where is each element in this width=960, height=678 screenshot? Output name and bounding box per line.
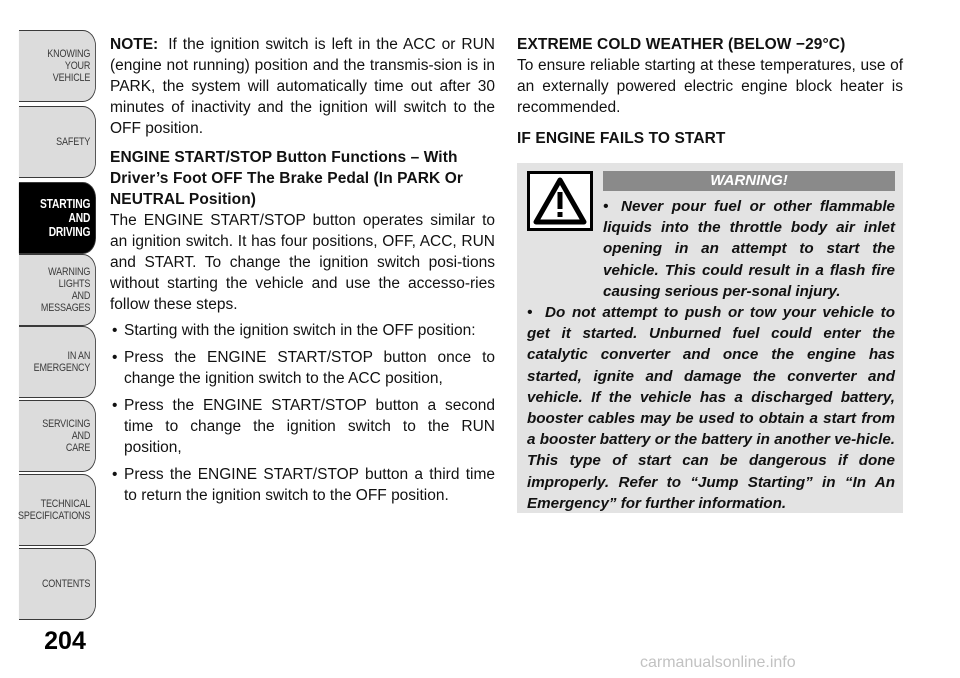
list-item: • Starting with the ignition switch in the OFF position: [110,320,495,341]
tab-warning-lights-and-messages[interactable] [19,254,96,326]
tab-safety[interactable] [19,106,96,178]
section-heading-extreme-cold: EXTREME COLD WEATHER (BELOW −29°C) [517,36,846,53]
page-number: 204 [44,627,86,655]
list-item: • Press the ENGINE START/STOP button once to change the ignition switch to the ACC position, [110,347,495,389]
tab-label-line: CARE [65,442,91,454]
tab-label-line: YOUR [64,60,91,72]
tab-label-line: AND [71,290,91,302]
warning-box [517,163,903,513]
tab-label-line: SERVICING [42,418,91,430]
warning-item [527,302,895,514]
tab-label-line: DRIVING [48,225,91,239]
tab-label-line: TECHNICAL [40,498,91,510]
right-column [517,34,903,513]
tab-in-an-emergency[interactable] [19,326,96,398]
cold-weather-body: To ensure reliable starting at these temperatures, use of an externally powered electric engine block heater is recommended. [517,57,903,116]
tab-label-line: STARTING [39,197,91,211]
tab-label-line: SAFETY [56,136,91,148]
bullet-icon: • [527,304,533,322]
tab-label-line: VEHICLE [52,72,91,84]
note-paragraph [110,34,495,139]
list-item: • Press the ENGINE START/STOP button a third time to return the ignition switch to the OFF position. [110,464,495,506]
note-label: NOTE: [110,36,159,53]
tab-knowing-your-vehicle[interactable] [19,30,96,102]
left-column [110,34,495,512]
section-heading-engine-fails: IF ENGINE FAILS TO START [517,130,726,147]
tab-contents[interactable] [19,548,96,620]
tab-label-line: IN AN [67,350,91,362]
warning-banner: WARNING! [603,171,895,191]
section-heading-start-stop: ENGINE START/STOP Button Functions – With Driver’s Foot OFF The Brake Pedal (In PARK Or NEUTRAL Position) [110,149,464,208]
warning-triangle-icon [527,171,593,231]
warning-item-text: Never pour fuel or other flammable liquids into the throttle body air inlet opening in an attempt to start the vehicle. This could result in a flash fire causing serious per-sonal injury. [603,198,895,300]
tab-label-line: CONTENTS [41,578,91,590]
tab-label-line: MESSAGES [40,302,91,314]
tab-label-line: AND [68,211,91,225]
tab-label-line: EMERGENCY [33,362,91,374]
bullet-icon: • [603,198,609,215]
section-body: The ENGINE START/STOP button operates similar to an ignition switch. It has four positions, OFF, ACC, RUN and START. To change the ignition switch posi-tions without starting the vehicle and use the accesso-ries follow these steps. [110,212,495,313]
tab-label-line: AND [71,430,91,442]
tab-label-line: LIGHTS [58,278,91,290]
list-item: • Press the ENGINE START/STOP button a second time to change the ignition switch to the RUN position, [110,395,495,458]
tab-label-line: KNOWING [47,48,91,60]
tab-technical-specifications[interactable] [19,474,96,546]
tab-servicing-and-care[interactable] [19,400,96,472]
tab-starting-and-driving[interactable] [19,182,96,254]
watermark: carmanualsonline.info [640,654,796,671]
warning-item [603,196,895,302]
warning-item-text: Do not attempt to push or tow your vehicle to get it started. Unburned fuel could enter the catalytic converter and once the engine has started, ignite and damage the converter and vehicle. If the vehicle has a discharged battery, booster cables may be used to obtain a start from a booster battery or the battery in another ve-hicle. This type of start can be dangerous if done improperly. Refer to “Jump Starting” in “In An Emergency” for further information. [527,304,895,512]
tab-label-line: SPECIFICATIONS [18,510,91,522]
warning-text [527,196,895,514]
steps-list [110,320,495,506]
note-text: If the ignition switch is left in the ACC or RUN (engine not running) position and the transmis-sion is in PARK, the system will automatically time out after 30 minutes of inactivity and the ignition will switch to the OFF position. [110,36,495,137]
tab-label-line: WARNING [48,266,91,278]
